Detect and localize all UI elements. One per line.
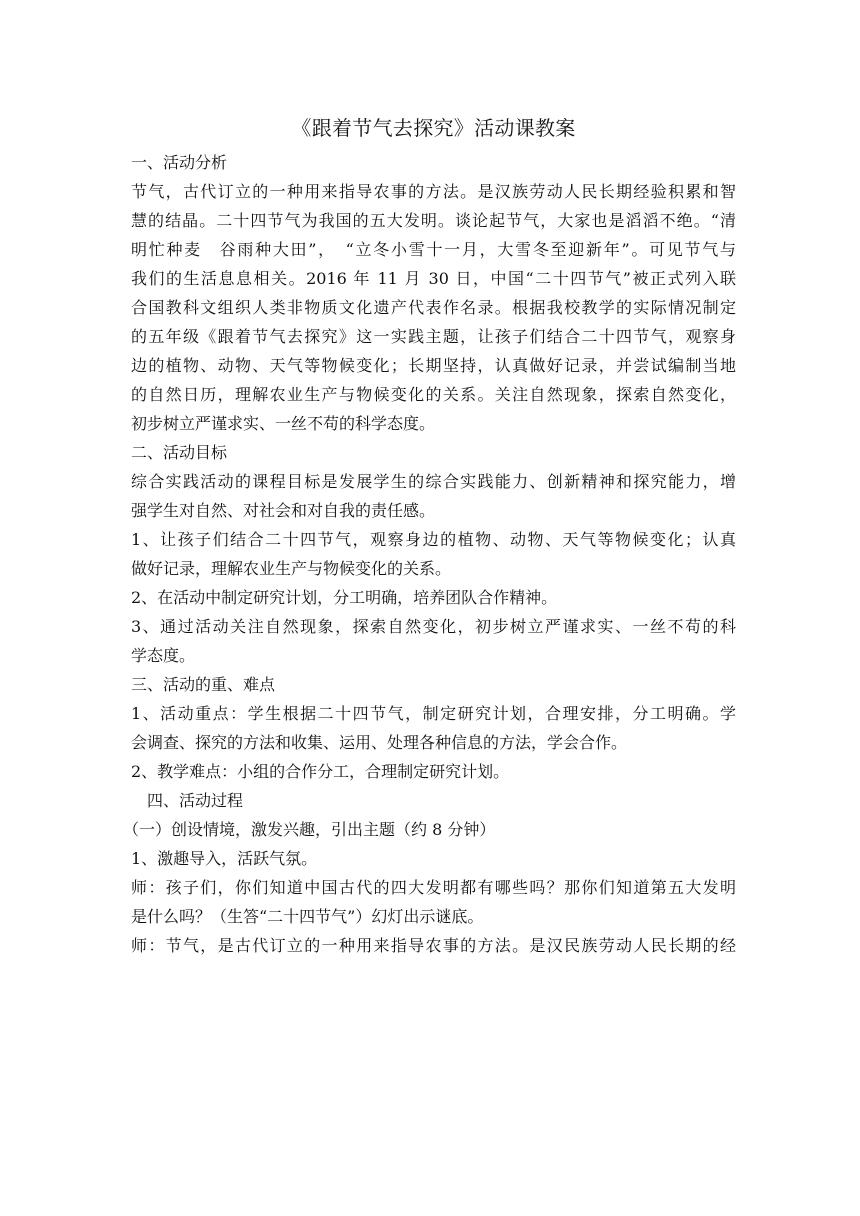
subsection-heading: （一）创设情境，激发兴趣，引出主题（约 8 分钟） xyxy=(123,820,496,839)
section-heading-activity-analysis: 一、活动分析 xyxy=(131,153,228,172)
document-body xyxy=(123,108,736,960)
paragraph-line: 的五年级《跟着节气去探究》这一实践主题，让孩子们结合二十四节气，观察身 xyxy=(131,327,736,346)
paragraph-line: 的自然日历，理解农业生产与物候变化的关系。关注自然现象，探索自然变化， xyxy=(131,385,736,404)
list-item-line: 会调查、探究的方法和收集、运用、处理各种信息的方法，学会合作。 xyxy=(131,733,628,752)
paragraph-line: 边的植物、动物、天气等物候变化；长期坚持，认真做好记录，并尝试编制当地 xyxy=(131,356,736,375)
list-item-line: 3、通过活动关注自然现象，探索自然变化，初步树立严谨求实、一丝不苟的科 xyxy=(131,617,736,636)
document-title: 《跟着节气去探究》活动课教案 xyxy=(291,116,576,140)
paragraph-line: 慧的结晶。二十四节气为我国的五大发明。谈论起节气，大家也是滔滔不绝。“清 xyxy=(131,211,736,230)
paragraph-line: 是什么吗？（生答“二十四节气”）幻灯出示谜底。 xyxy=(131,907,484,926)
list-item-line: 2、在活动中制定研究计划，分工明确，培养团队合作精神。 xyxy=(131,588,558,607)
section-heading-activity-goals: 二、活动目标 xyxy=(131,443,228,462)
paragraph-line: 综合实践活动的课程目标是发展学生的综合实践能力、创新精神和探究能力，增 xyxy=(131,472,736,491)
section-heading-key-points: 三、活动的重、难点 xyxy=(131,675,276,694)
list-item-line: 做好记录，理解农业生产与物候变化的关系。 xyxy=(131,559,452,578)
paragraph-line: 明忙种麦 谷雨种大田”， “立冬小雪十一月，大雪冬至迎新年”。可见节气与 xyxy=(131,240,736,259)
list-item-line: 2、教学难点：小组的合作分工，合理制定研究计划。 xyxy=(131,762,510,781)
paragraph-line: 我们的生活息息相关。2016 年 11 月 30 日，中国“二十四节气”被正式列入联 xyxy=(131,269,736,288)
section-heading-activity-process: 四、活动过程 xyxy=(147,791,244,810)
paragraph-line: 合国教科文组织人类非物质文化遗产代表作名录。根据我校教学的实际情况制定 xyxy=(131,298,736,317)
list-item-line: 学态度。 xyxy=(131,646,196,665)
paragraph-line: 强学生对自然、对社会和对自我的责任感。 xyxy=(131,501,436,520)
list-item-line: 1、让孩子们结合二十四节气，观察身边的植物、动物、天气等物候变化；认真 xyxy=(131,530,736,549)
paragraph-line: 师：孩子们，你们知道中国古代的四大发明都有哪些吗？那你们知道第五大发明 xyxy=(131,878,736,897)
paragraph-line: 节气，古代订立的一种用来指导农事的方法。是汉族劳动人民长期经验积累和智 xyxy=(131,182,736,201)
paragraph-line: 初步树立严谨求实、一丝不苟的科学态度。 xyxy=(131,414,436,433)
list-item-line: 1、激趣导入，活跃气氛。 xyxy=(131,849,318,868)
paragraph-line: 师：节气，是古代订立的一种用来指导农事的方法。是汉民族劳动人民长期的经 xyxy=(131,936,736,955)
list-item-line: 1、活动重点：学生根据二十四节气，制定研究计划，合理安排，分工明确。学 xyxy=(131,704,736,723)
